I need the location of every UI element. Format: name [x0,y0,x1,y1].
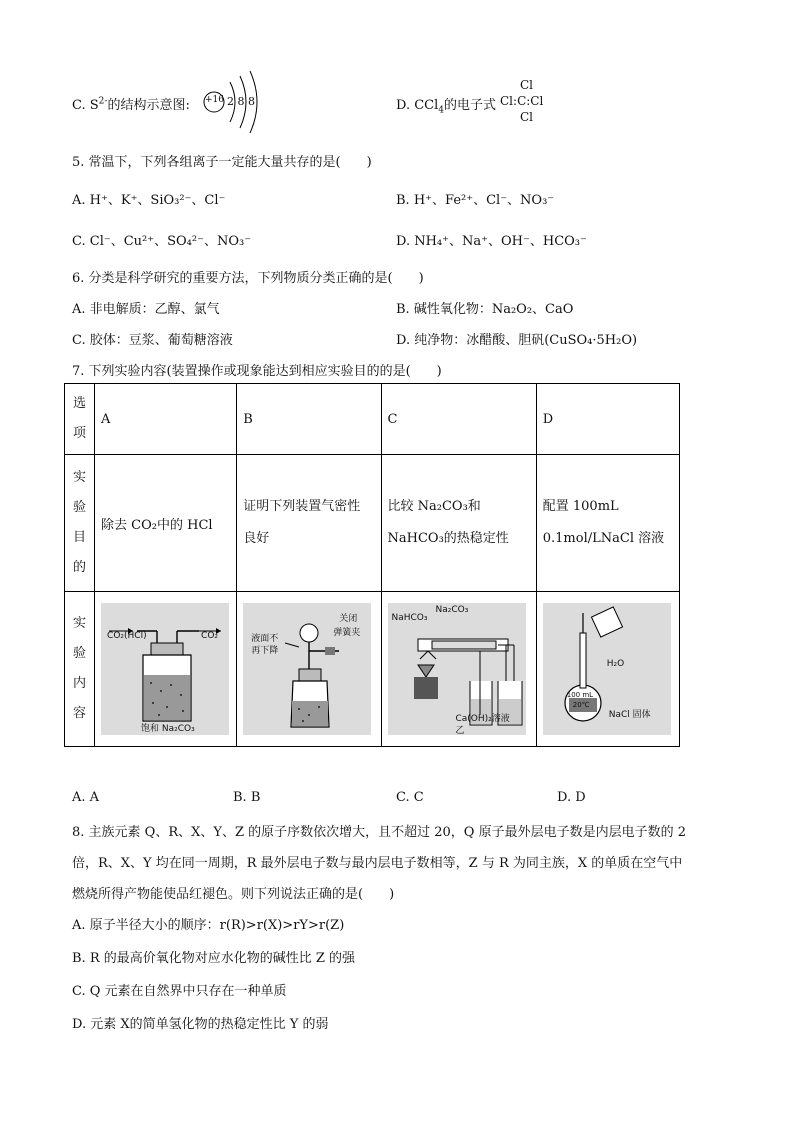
q8-stem-line2: 倍，R、X、Y 均在同一周期，R 最外层电子数与最内层电子数相等，Z 与 R 为同主族，X 的单质在空气中 [72,856,683,871]
q5-stem: 5. 常温下，下列各组离子一定能大量共存的是( ) [72,155,372,170]
q6-option-b: B. 碱性氧化物：Na₂O₂、CaO [396,302,574,317]
apparatus-a [95,592,237,747]
purpose-d: 配置 100mL 0.1mol/LNaCl 溶液 [536,455,679,592]
row-head-content: 实验内容 [65,592,95,747]
q8-stem-line1: 8. 主族元素 Q、R、X、Y、Z 的原子序数依次增大，且不超过 20，Q 原子最外层电子数是内层电子数的 2 [72,825,686,840]
apparatus-b [237,592,381,747]
row-head-purpose: 实验目的 [65,455,95,592]
q5-option-b: B. H⁺、Fe²⁺、Cl⁻、NO₃⁻ [396,193,555,208]
q7-stem: 7. 下列实验内容(装置操作或现象能达到相应实验目的的是( ) [72,364,442,379]
volumetric-flask-image: H₂O 100 mL 20℃ NaCl 固体 [543,603,671,735]
col-head-b: B [237,384,381,455]
airtightness-apparatus-image: 液面不 再下降 关闭 弹簧夹 [243,603,371,735]
q8-option-c: C. Q 元素在自然界中只存在一种单质 [72,984,287,999]
gas-washing-bottle-image: CO₂(HCl) CO₂ 饱和 Na₂CO₃ [101,603,229,735]
q6-option-c: C. 胶体：豆浆、葡萄糖溶液 [72,333,233,348]
q5-option-d: D. NH₄⁺、Na⁺、OH⁻、HCO₃⁻ [396,234,587,249]
q8-option-a: A. 原子半径大小的顺序：r(R)>r(X)>rY>r(Z) [72,918,345,933]
q6-option-d: D. 纯净物：冰醋酸、胆矾(CuSO₄·5H₂O) [396,333,638,348]
table-row [65,384,680,455]
col-head-d: D [536,384,679,455]
q8-stem-line3: 燃烧所得产物能使品红褪色。则下列说法正确的是( ) [72,887,395,902]
purpose-c: 比较 Na₂CO₃和 NaHCO₃的热稳定性 [381,455,536,592]
row-head-option: 选项 [65,384,95,455]
nucleus-label: +16 [205,95,224,105]
table-row [65,455,680,592]
q4-option-d: D. CCl$_4$的电子式 [396,98,497,116]
ccl4-electron-formula: Cl Cl:C:Cl Cl [500,78,544,124]
col-head-a: A [95,384,237,455]
q5-option-a: A. H⁺、K⁺、SiO₃²⁻、Cl⁻ [72,193,226,208]
q7-answer-a: A. A [72,790,100,805]
q8-option-d: D. 元素 X的简单氢化物的热稳定性比 Y 的弱 [72,1017,329,1032]
col-head-c: C [381,384,536,455]
q5-option-c: C. Cl⁻、Cu²⁺、SO₄²⁻、NO₃⁻ [72,234,252,249]
q8-option-b: B. R 的最高价氧化物对应水化物的碱性比 Z 的强 [72,951,356,966]
shell-electrons: 2 8 8 [227,95,255,108]
q7-answer-b: B. B [233,790,261,805]
q6-option-a: A. 非电解质：乙醇、氯气 [72,302,220,317]
purpose-b: 证明下列装置气密性 良好 [237,455,381,592]
thermal-stability-apparatus-image: NaHCO₃ Na₂CO₃ Ca(OH)₂溶液 乙 [388,603,526,735]
experiment-table [64,383,680,747]
q7-answer-c: C. C [396,790,424,805]
sulfur-ion-structure-diagram [200,68,270,136]
q7-answer-d: D. D [557,790,586,805]
apparatus-c [381,592,536,747]
q4-option-c: C. $S^{2-}$的结构示意图: [72,96,190,113]
table-row [65,592,680,747]
purpose-a: 除去 CO₂中的 HCl [95,455,237,592]
apparatus-d [536,592,679,747]
q6-stem: 6. 分类是科学研究的重要方法，下列物质分类正确的是( ) [72,271,424,286]
